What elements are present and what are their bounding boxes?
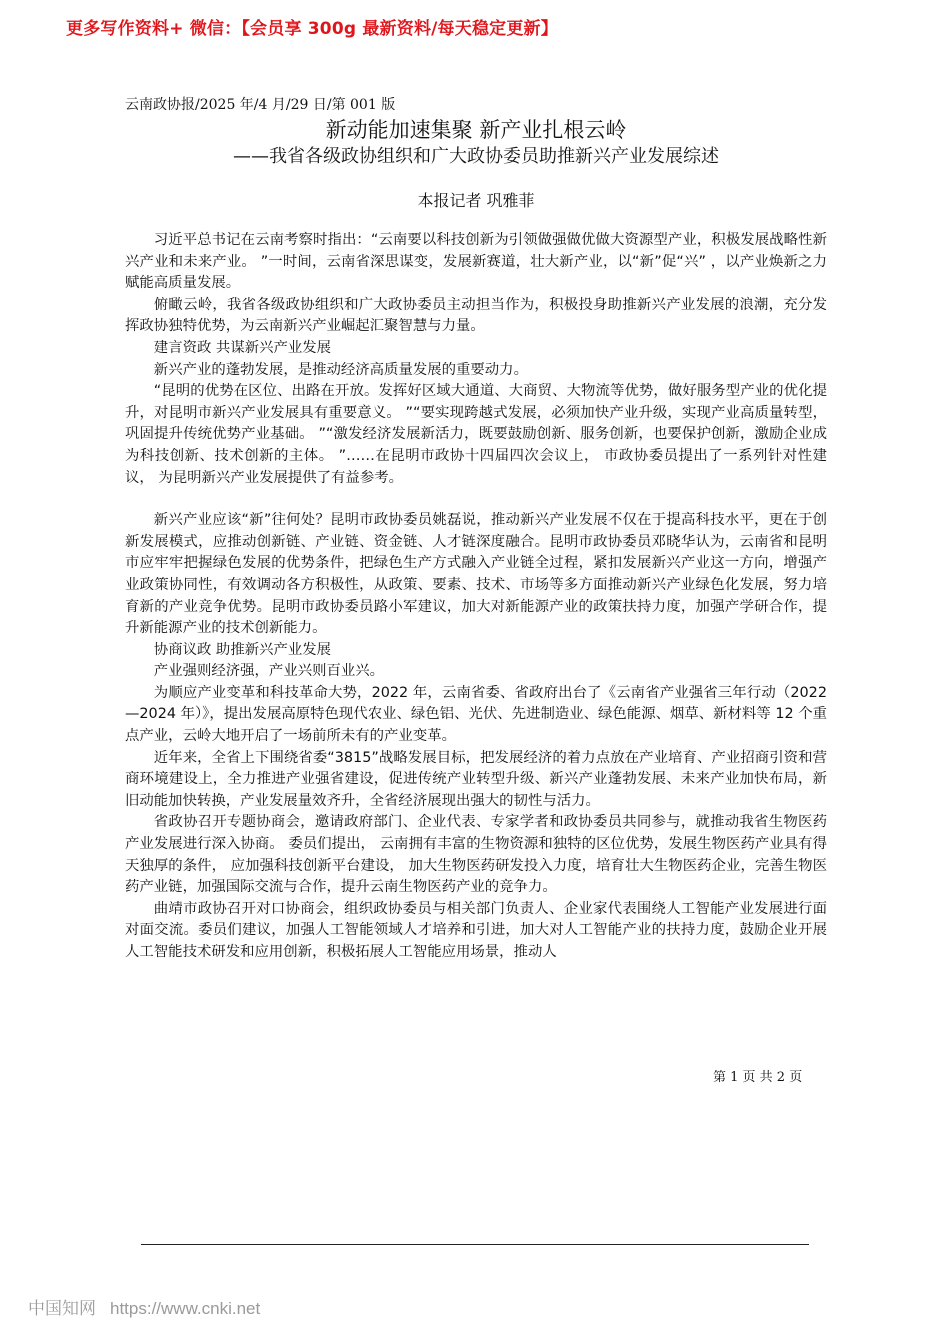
section-heading: 协商议政 助推新兴产业发展 xyxy=(153,641,332,658)
promo-banner: 更多写作资料+ 微信：【会员享 300g 最新资料/每天稳定更新】 xyxy=(66,19,558,39)
paragraph: 产业强则经济强，产业兴则百业兴。 xyxy=(153,663,385,680)
article-subtitle: ——我省各级政协组织和广大政协委员助推新兴产业发展综述 xyxy=(233,146,719,167)
article-title: 新动能加速集聚 新产业扎根云岭 xyxy=(325,118,627,142)
article-source: 云南政协报/2025 年/4 月/29 日/第 001 版 xyxy=(125,97,396,113)
watermark-url: https://www.cnki.net xyxy=(110,1299,261,1318)
paragraph: 习近平总书记在云南考察时指出：“云南要以科技创新为引领做强做优做大资源型产业，积极发展战略性新兴产业和未来产业。 ”一时间，云南省深思谋变，发展新赛道，壮大新产业，以“新”促“兴” ，以产业焕新之力赋能高质量发展。 xyxy=(125,232,827,292)
watermark-name: 中国知网 xyxy=(28,1299,96,1318)
paragraph: “昆明的优势在区位、出路在开放。发挥好区域大通道、大商贸、大物流等优势，做好服务型产业的优化提升，对昆明市新兴产业发展具有重要意义。 ”“要实现跨越式发展，必须加快产业升级，实现产业高质量转型，巩固提升传统优势产业基础。 ”“激发经济发展新活力，既要鼓励创新、服务创新，也要保护创新，激励企业成为科技创新、技术创新的主体。 ”……在昆明市政协十四届四次会议上， 市政协委员提出了一系列针对性建议， 为昆明新兴产业发展提供了有益参考。 xyxy=(125,383,827,486)
paragraph: 俯瞰云岭，我省各级政协组织和广大政协委员主动担当作为，积极投身助推新兴产业发展的浪潮，充分发挥政协独特优势，为云南新兴产业崛起汇聚智慧与力量。 xyxy=(125,296,827,335)
paragraph: 曲靖市政协召开对口协商会，组织政协委员与相关部门负责人、企业家代表围绕人工智能产业发展进行面对面交流。委员们建议，加强人工智能领域人才培养和引进，加大对人工智能产业的扶持力度，鼓励企业开展人工智能技术研发和应用创新，积极拓展人工智能应用场景，推动人 xyxy=(125,900,827,960)
paragraph: 为顺应产业变革和科技革命大势，2022 年，云南省委、省政府出台了《云南省产业强省三年行动（2022—2024 年）》，提出发展高原特色现代农业、绿色铝、光伏、先进制造业、绿色能源、烟草、新材料等 12 个重点产业，云岭大地开启了一场前所未有的产业变革。 xyxy=(125,684,827,745)
article-body xyxy=(125,230,827,964)
paragraph: 省政协召开专题协商会，邀请政府部门、企业代表、专家学者和政协委员共同参与，就推动我省生物医药产业发展进行深入协商。 委员们提出， 云南拥有丰富的生物资源和独特的区位优势，发展生物医药产业具有得天独厚的条件， 应加强科技创新平台建设， 加大生物医药研发投入力度，培育壮大生物医药企业，完善生物医药产业链，加强国际交流与合作，提升云南生物医药产业的竞争力。 xyxy=(125,814,827,896)
cnki-watermark xyxy=(28,1294,260,1319)
page-indicator: 第 1 页 共 2 页 xyxy=(713,1070,803,1085)
article-author: 本报记者 巩雅菲 xyxy=(417,191,535,210)
article xyxy=(125,96,827,964)
paragraph: 新兴产业的蓬勃发展，是推动经济高质量发展的重要动力。 xyxy=(153,361,528,378)
footer-divider xyxy=(141,1244,809,1245)
paragraph: 近年来，全省上下围绕省委“3815”战略发展目标，把发展经济的着力点放在产业培育、产业招商引资和营商环境建设上，全力推进产业强省建设，促进传统产业转型升级、新兴产业蓬勃发展、未来产业加快布局，新旧动能加快转换，产业发展量效齐升，全省经济展现出强大的韧性与活力。 xyxy=(125,749,827,809)
section-heading: 建言资政 共谋新兴产业发展 xyxy=(153,339,332,356)
paragraph: 新兴产业应该“新”往何处？昆明市政协委员姚磊说，推动新兴产业发展不仅在于提高科技水平，更在于创新发展模式，应推动创新链、产业链、资金链、人才链深度融合。昆明市政协委员邓晓华认为，云南省和昆明市应牢牢把握绿色发展的优势条件，把绿色生产方式融入产业链全过程，紧扣发展新兴产业这一方向，增强产业政策协同性，有效调动各方积极性，从政策、要素、技术、市场等多方面推动新兴产业绿色化发展，努力培育新的产业竞争优势。昆明市政协委员路小军建议，加大对新能源产业的政策扶持力度，加强产学研合作，提升新能源产业的技术创新能力。 xyxy=(125,512,827,637)
